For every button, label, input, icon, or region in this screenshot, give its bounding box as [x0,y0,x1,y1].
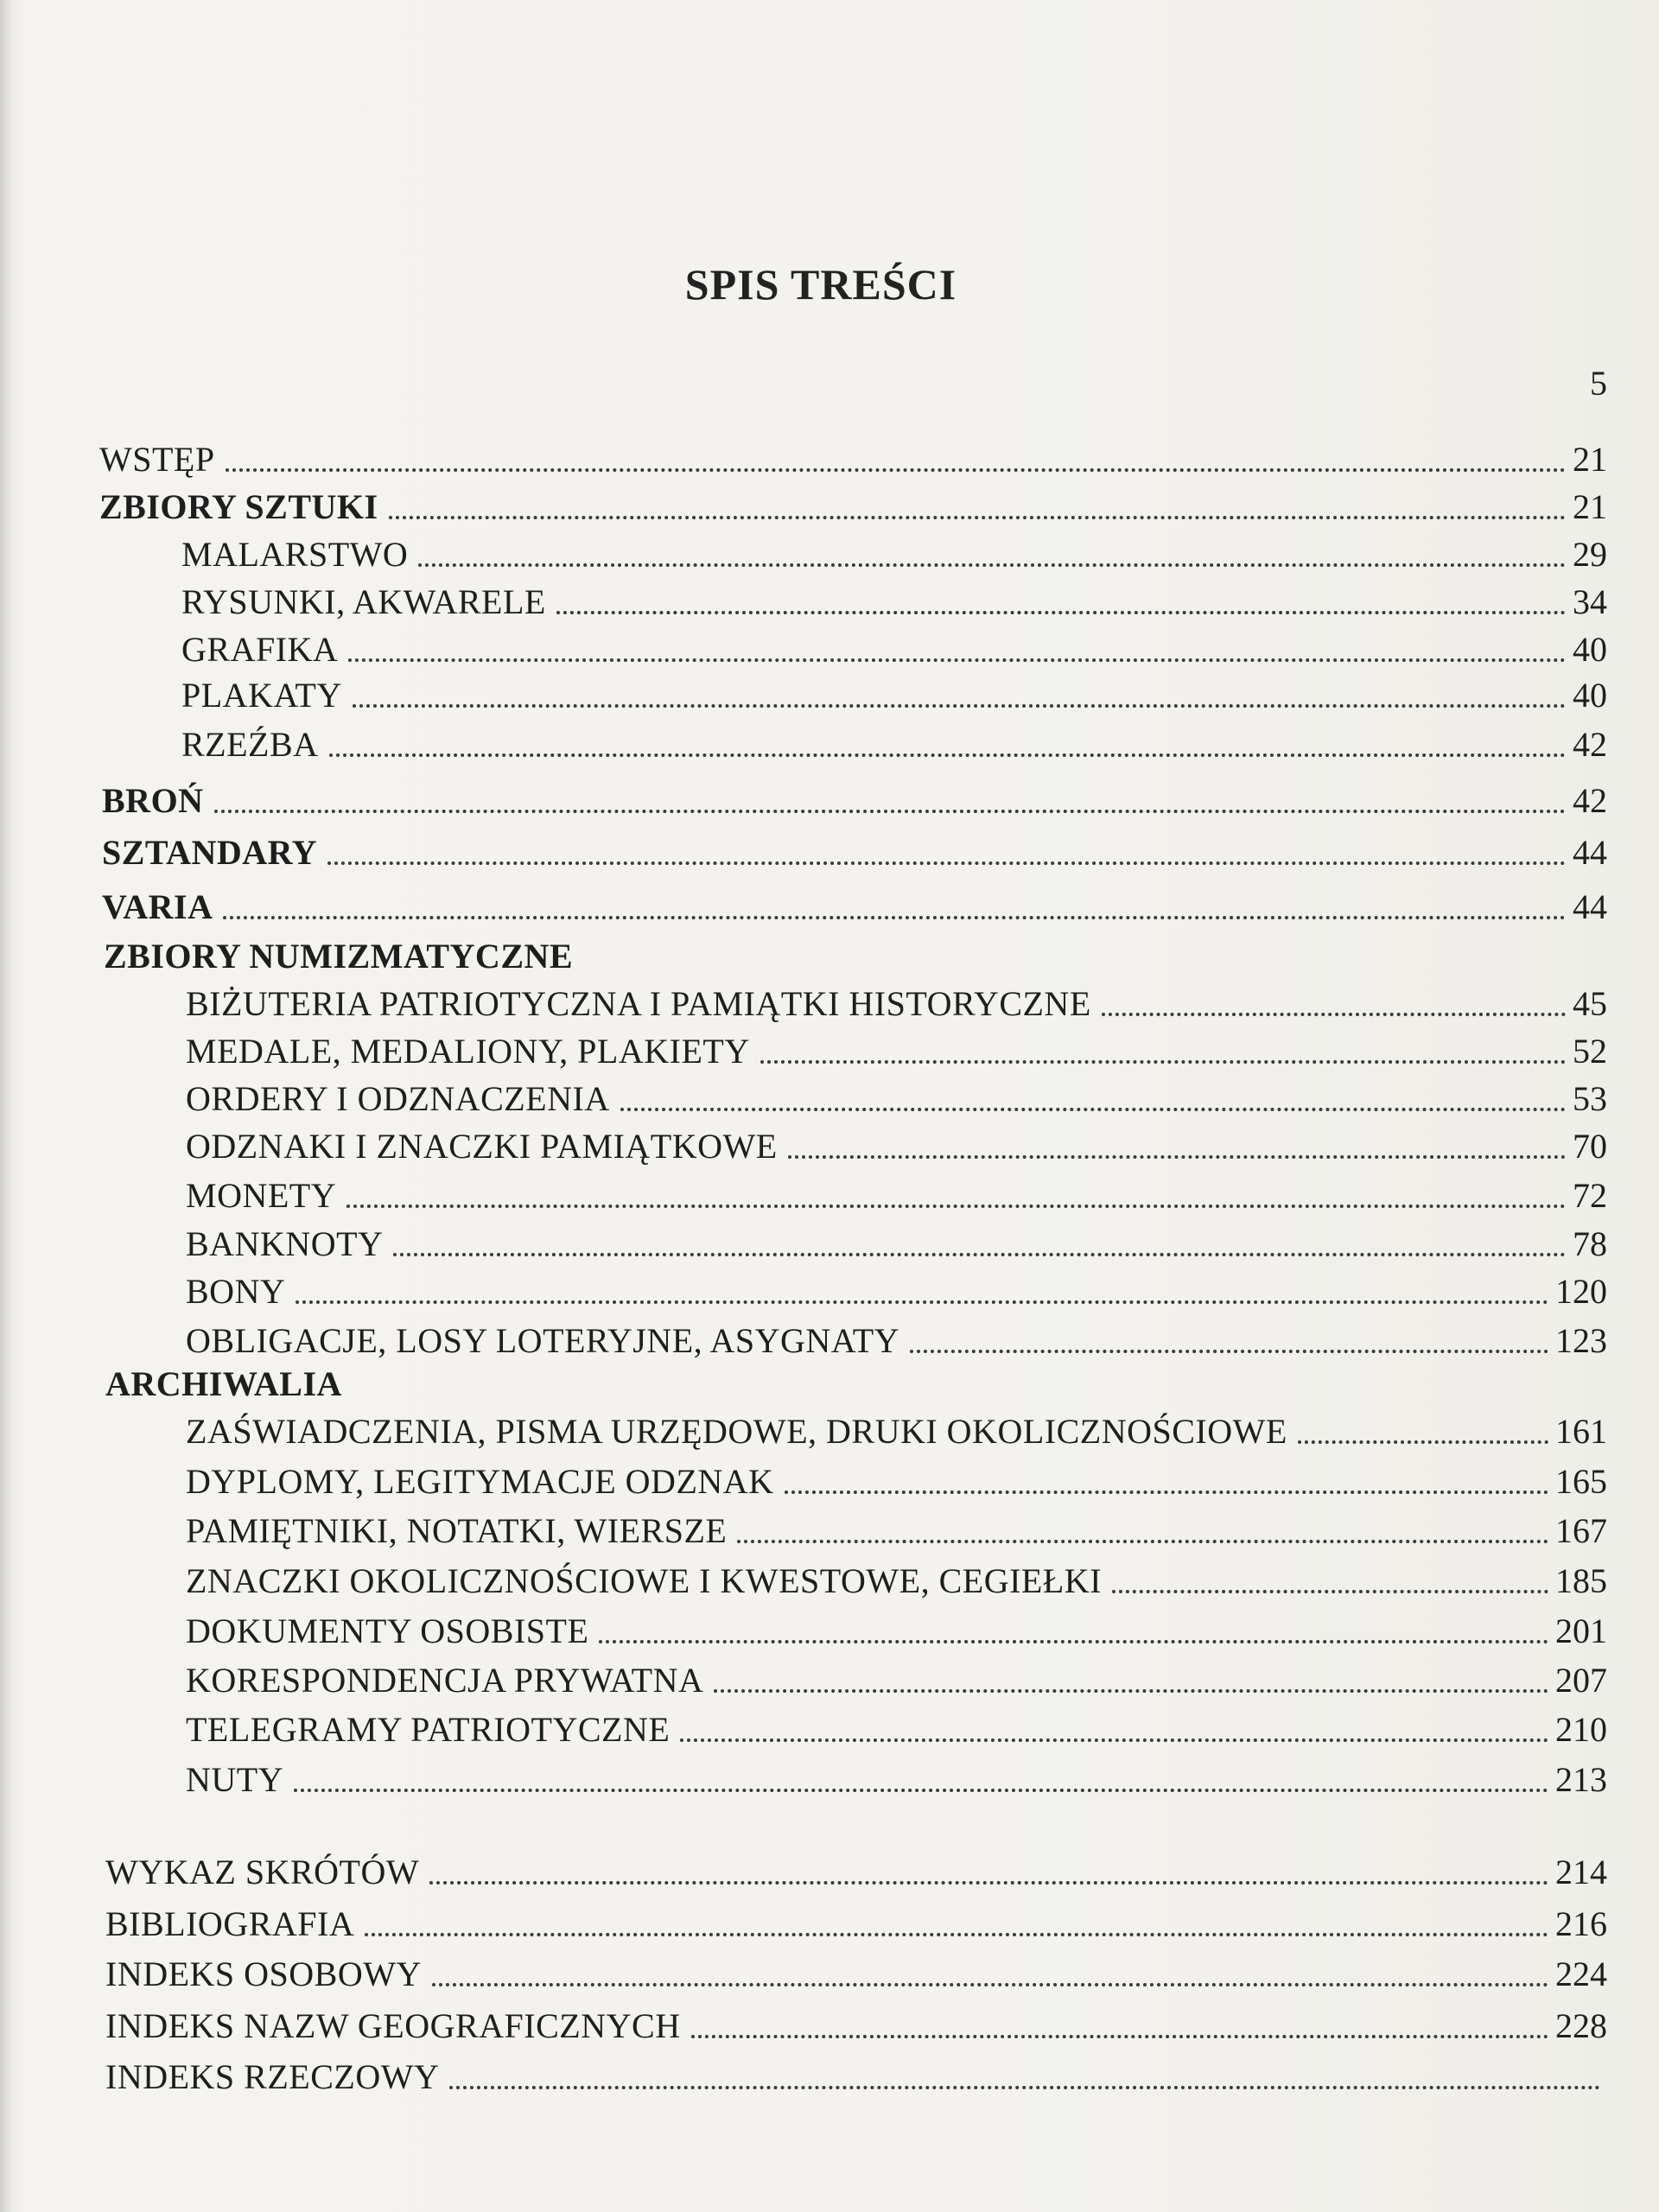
toc-entry-zbiory-sztuki [99,480,1607,528]
toc-entry-grafika [181,622,1607,671]
toc-leader-dots [1102,1013,1566,1016]
toc-entry-label: INDEKS RZECZOWY [105,2057,440,2096]
toc-leader-dots [788,1155,1566,1159]
toc-page-number: 228 [1555,2006,1607,2045]
toc-entry-label: BONY [186,1272,286,1311]
toc-leader-dots [214,810,1566,813]
toc-leader-dots [389,516,1566,519]
toc-leader-dots [327,861,1566,865]
toc-entry-label: BIBLIOGRAFIA [105,1904,355,1943]
toc-leader-dots [714,1689,1548,1693]
toc-entry-znaczki [186,1554,1607,1602]
toc-page-number: 34 [1573,582,1607,621]
toc-entry-label: ORDERY I ODZNACZENIA [186,1079,610,1118]
toc-entry-telegramy [186,1702,1607,1751]
toc-entry-bibliografia [105,1897,1607,1945]
toc-page-number: 185 [1555,1561,1607,1600]
toc-entry-malarstwo [181,527,1607,575]
toc-entry-label: MEDALE, MEDALIONY, PLAKIETY [186,1032,750,1071]
toc-page-number: 21 [1573,487,1607,526]
toc-page-number: 120 [1555,1272,1607,1311]
toc-entry-label: DYPLOMY, LEGITYMACJE ODZNAK [186,1462,774,1501]
page-title: SPIS TREŚCI [684,260,957,308]
toc-entry-label: MONETY [186,1176,337,1215]
toc-entry-medale [186,1024,1607,1072]
toc-section-zbiory-numizmatyczne [104,929,573,977]
toc-entry-label: SZTANDARY [102,833,318,872]
toc-leader-dots [449,2086,1600,2089]
toc-leader-dots [785,1491,1548,1494]
toc-entry-label: INDEKS OSOBOWY [105,1955,422,1993]
toc-page-number: 53 [1573,1079,1607,1118]
toc-page-number: 214 [1555,1853,1607,1891]
toc-leader-dots [294,1789,1548,1792]
toc-page-number: 167 [1555,1511,1607,1550]
toc-entry-label: KORESPONDENCJA PRYWATNA [186,1661,704,1700]
toc-entry-label: NUTY [186,1760,284,1799]
toc-entry-dyplomy [186,1454,1607,1503]
toc-entry-bron [102,773,1607,822]
toc-entry-banknoty [186,1217,1607,1265]
toc-leader-dots [365,1933,1548,1936]
toc-entry-label: ZBIORY SZTUKI [99,487,378,526]
toc-leader-dots [1112,1590,1548,1593]
toc-entry-rysunki [181,575,1607,623]
toc-entry-wstep [99,432,1607,480]
toc-entry-zaswiadczenia [186,1404,1607,1452]
toc-page-number: 72 [1573,1176,1607,1215]
toc-entry-label: INDEKS NAZW GEOGRAFICZNYCH [105,2006,681,2045]
toc-entry-pamietniki [186,1503,1607,1552]
toc-entry-label: MALARSTWO [181,535,409,574]
toc-page-number: 29 [1573,535,1607,574]
toc-entry-label: WSTĘP [99,440,215,479]
toc-section-archiwalia [105,1357,342,1405]
toc-entry-wykaz-skrotow [105,1845,1607,1893]
toc-entry-label: BIŻUTERIA PATRIOTYCZNA I PAMIĄTKI HISTORYCZNE [186,984,1091,1023]
toc-entry-label: ZNACZKI OKOLICZNOŚCIOWE I KWESTOWE, CEGIEŁKI [186,1561,1102,1600]
toc-leader-dots [910,1350,1548,1353]
toc-leader-dots [353,704,1566,708]
toc-entry-korespondencja [186,1653,1607,1701]
toc-page-number: 201 [1555,1611,1607,1650]
toc-leader-dots [556,611,1566,614]
toc-entry-varia [102,880,1607,928]
toc-entry-label: WYKAZ SKRÓTÓW [105,1853,420,1891]
toc-page-number: 40 [1573,676,1607,715]
toc-page-number: 40 [1573,630,1607,669]
toc-entry-label: PLAKATY [181,676,342,715]
toc-entry-label: BROŃ [102,781,204,820]
toc-page-number: 161 [1555,1412,1607,1451]
toc-entry-rzezba [181,717,1607,766]
toc-entry-label: ZAŚWIADCZENIA, PISMA URZĘDOWE, DRUKI OKOLICZNOŚCIOWE [186,1412,1287,1451]
toc-entry-label: PAMIĘTNIKI, NOTATKI, WIERSZE [186,1511,728,1550]
toc-section-label: ARCHIWALIA [105,1364,342,1403]
toc-entry-bizuteria [186,976,1607,1025]
toc-section-label: ZBIORY NUMIZMATYCZNE [104,937,574,976]
toc-leader-dots [296,1300,1548,1304]
toc-page-number: 42 [1573,725,1607,764]
toc-leader-dots [1298,1440,1548,1444]
toc-page-number: 21 [1573,440,1607,479]
toc-leader-dots [620,1108,1566,1111]
toc-leader-dots [432,1983,1548,1986]
toc-page-number: 213 [1555,1760,1607,1799]
toc-entry-label: BANKNOTY [186,1224,384,1263]
toc-entry-odznaki [186,1119,1607,1167]
toc-page-number: 45 [1573,984,1607,1023]
toc-entry-label: ODZNAKI I ZNACZKI PAMIĄTKOWE [186,1127,778,1166]
toc-entry-label: RZEŹBA [181,725,319,764]
toc-page-number: 165 [1555,1462,1607,1501]
toc-leader-dots [680,1738,1548,1742]
toc-page-number: 210 [1555,1710,1607,1749]
toc-entry-label: TELEGRAMY PATRIOTYCZNE [186,1710,671,1749]
toc-entry-dokumenty [186,1604,1607,1652]
toc-leader-dots [346,1205,1566,1208]
toc-entry-plakaty [181,668,1607,716]
toc-page-number: 78 [1573,1224,1607,1263]
toc-entry-sztandary [102,825,1607,874]
toc-leader-dots [737,1540,1548,1543]
toc-page-number: 44 [1573,833,1607,872]
toc-entry-bony [186,1264,1607,1313]
toc-page-number-first: 5 [1590,364,1607,403]
toc-leader-dots [599,1640,1548,1643]
toc-page-number: 70 [1573,1127,1607,1166]
toc-entry-nuty [186,1752,1607,1801]
toc-leader-dots [348,658,1566,662]
toc-entry-indeks-geograficzny [105,1999,1607,2047]
toc-entry-indeks-osobowy [105,1947,1607,1995]
toc-entry-obligacje [186,1313,1607,1362]
toc-entry-label: RYSUNKI, AKWARELE [181,582,546,621]
toc-page-number: 224 [1555,1955,1607,1993]
toc-entry-label: DOKUMENTY OSOBISTE [186,1611,589,1650]
toc-entry-label: OBLIGACJE, LOSY LOTERYJNE, ASYGNATY [186,1321,900,1360]
toc-leader-dots [760,1060,1566,1064]
toc-entry-indeks-rzeczowy [105,2050,1607,2098]
toc-leader-dots [226,468,1566,472]
toc-page-number: 44 [1573,887,1607,926]
toc-page-number: 52 [1573,1032,1607,1071]
toc-entry-monety [186,1168,1607,1217]
toc-entry-label: VARIA [102,887,213,926]
toc-leader-dots [329,753,1566,757]
toc-leader-dots [429,1881,1548,1885]
toc-leader-dots [393,1253,1566,1256]
toc-page-number: 123 [1555,1321,1607,1360]
toc-entry-label: GRAFIKA [181,630,339,669]
toc-entry-ordery [186,1071,1607,1120]
toc-leader-dots [223,916,1566,919]
toc-page-number: 216 [1555,1904,1607,1943]
toc-leader-dots [691,2035,1548,2038]
toc-leader-dots [418,563,1566,567]
toc-page-number: 42 [1573,781,1607,820]
toc-page-number: 207 [1555,1661,1607,1700]
